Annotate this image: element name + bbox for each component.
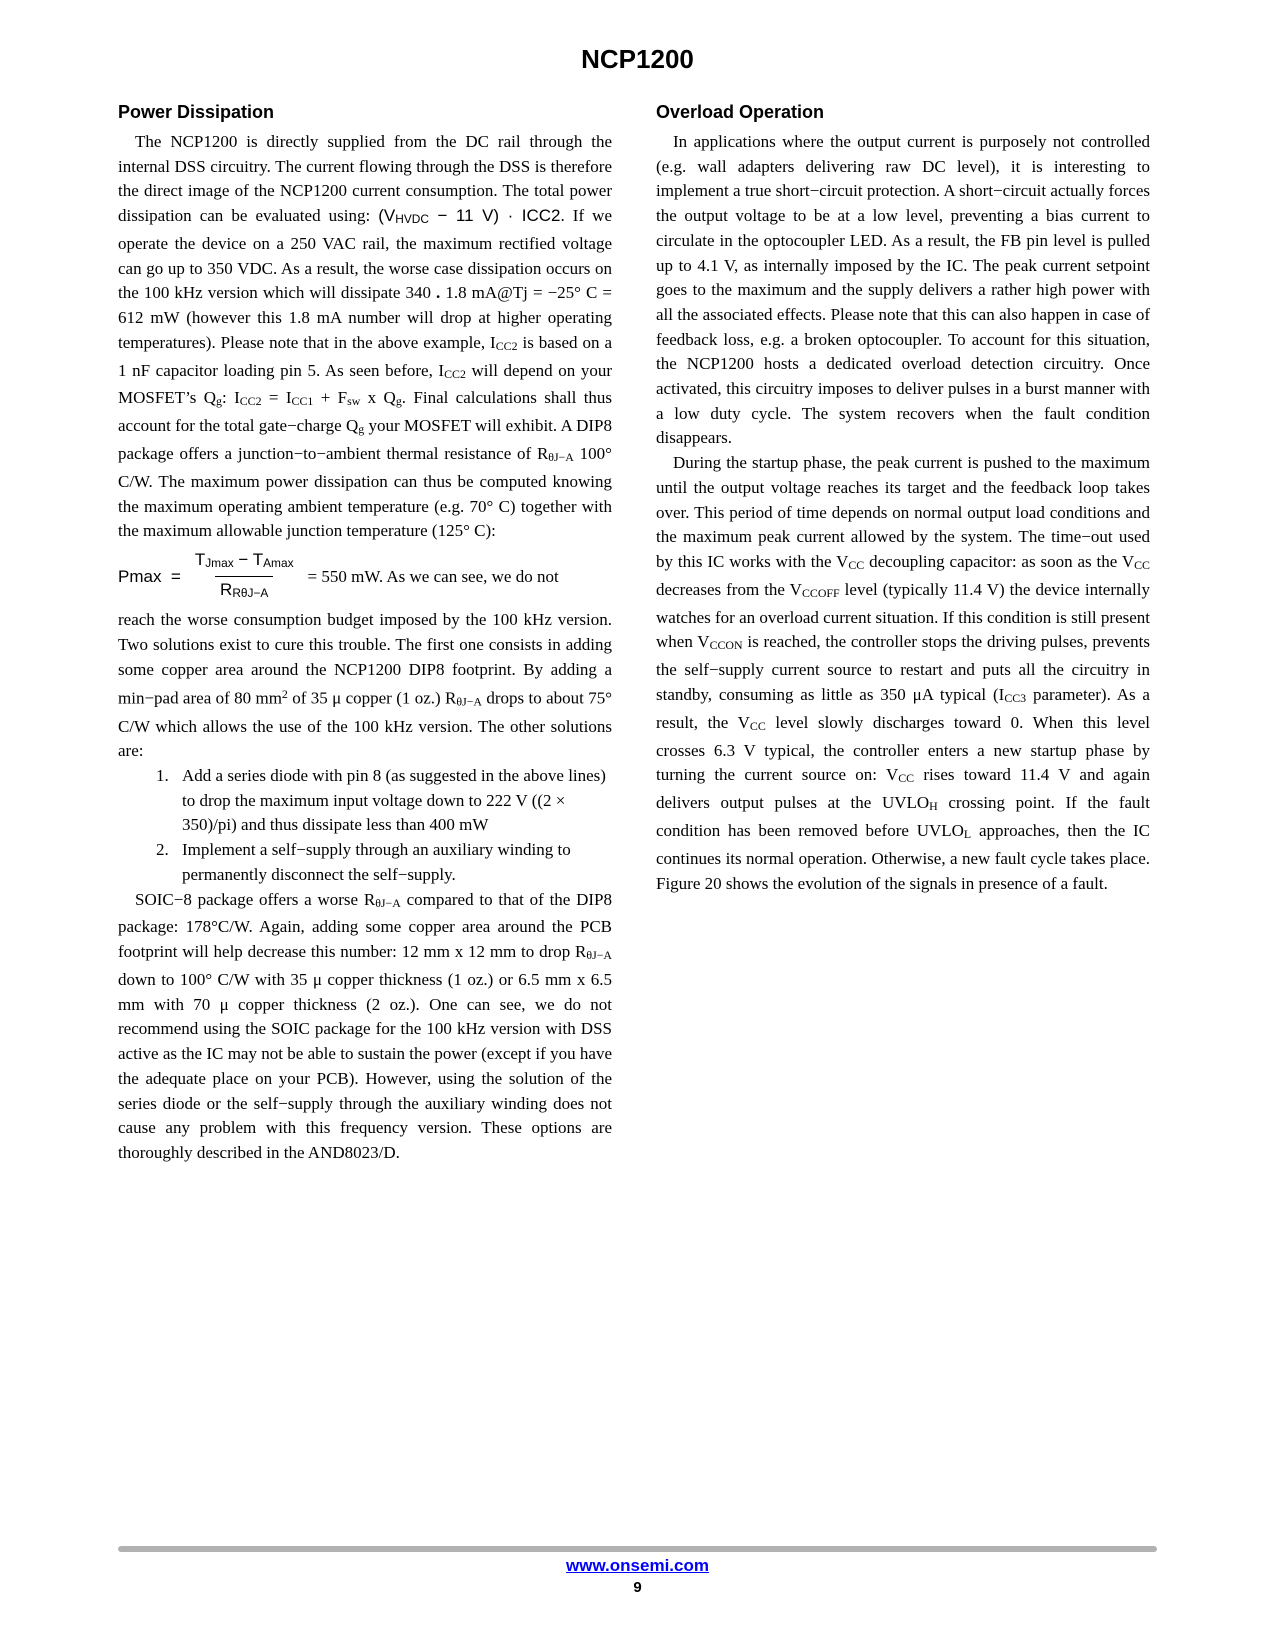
paragraph-power-dissipation-1: The NCP1200 is directly supplied from the DC rail through the internal DSS circuitry. The current flowing through the DSS is therefore the direct image of the NCP1200 current consumption. The total power dissipation can be evaluated using: (VHVDC − 11 V) · ICC2. If we operate the device on a 250 VAC rail, the maximum rectified voltage can go up to 350 VDC. As a result, the worse case dissipation occurs on the 100 kHz version which will dissipate 340 . 1.8 mA@Tj = −25° C = 612 mW (however this 1.8 mA number will drop at higher operating temperatures). Please note that in the above example, ICC2 is based on a 1 nF capacitor loading pin 5. As seen before, ICC2 will depend on your MOSFET’s Qg: ICC2 = ICC1 + Fsw x Qg. Final calculations shall thus account for the total gate−charge Qg your MOSFET will exhibit. A DIP8 package offers a junction−to−ambient thermal resistance of RθJ−A 100° C/W. The maximum power dissipation can thus be computed knowing the maximum operating ambient temperature (e.g. 70° C) together with the maximum allowable junction temperature (125° C): bbox=[118, 132, 613, 541]
paragraph-power-dissipation-3: SOIC−8 package offers a worse RθJ−A compared to that of the DIP8 package: 178°C/W. Again, adding some copper area around the PCB footprint will help decrease this number: 12 mm x 12 mm to drop RθJ−A down to 100° C/W with 35 μ copper thickness (1 oz.) or 6.5 mm x 6.5 mm with 70 μ copper thickness (2 oz.). One can see, we do not recommend using the SOIC package for the 100 kHz version with DSS active as the IC may not be able to sustain the power (except if you have the adequate place on your PCB). However, using the solution of the series diode or the self−supply through the auxiliary winding does not cause any problem with this frequency version. These options are thoroughly described in the AND8023/D. bbox=[118, 889, 612, 1162]
list-item bbox=[156, 838, 612, 887]
paragraph-overload-1: In applications where the output current is purposely not controlled (e.g. wall adapters delivering raw DC level), it is interesting to implement a true short−circuit protection. A short−circuit actually forces the output voltage to be at a low level, preventing a bias current to circulate in the optocoupler LED. As a result, the FB pin level is pulled up to 4.1 V, as internally imposed by the IC. The peak current setpoint goes to the maximum and the supply delivers a rather high power with all the associated effects. Please note that this can also happen in case of feedback loss, e.g. a broken optocoupler. To account for this situation, the NCP1200 hosts a dedicated overload detection circuitry. Once activated, this circuitry imposes to deliver pulses in a burst manner with a low duty cycle. The system recovers when the fault condition disappears. bbox=[656, 132, 1150, 448]
paragraph-power-dissipation-2: reach the worse consumption budget imposed by the 100 kHz version. Two solutions exist to cure this trouble. The first one consists in adding some copper area around the NCP1200 DIP8 footprint. By adding a min−pad area of 80 $mm^2$ of 35 μ copper (1 oz.) RθJ−A drops to about 75° C/W which allows the use of the 100 kHz version. The other solutions are: bbox=[118, 610, 613, 761]
formula-lhs: Pmax = bbox=[118, 566, 181, 586]
footer-divider-bar bbox=[118, 1546, 1157, 1552]
footer-page-number: 9 bbox=[633, 1579, 642, 1596]
formula-result: = 550 mW. As we can see, we do not bbox=[307, 566, 559, 586]
solutions-list bbox=[156, 764, 612, 888]
list-item-text: Implement a self−supply through an auxiliary winding to permanently disconnect the self−supply. bbox=[182, 840, 571, 884]
left-column bbox=[118, 102, 612, 1166]
page-title: NCP1200 bbox=[581, 44, 694, 74]
pmax-formula bbox=[118, 550, 612, 603]
right-column bbox=[656, 102, 1150, 1166]
section-heading-overload-operation: Overload Operation bbox=[656, 102, 825, 122]
two-column-body bbox=[118, 102, 1150, 1166]
paragraph-overload-2: During the startup phase, the peak current is pushed to the maximum until the output voltage reaches its target and the feedback loop takes over. This period of time depends on normal output load conditions and the maximum peak current allowed by the system. The time−out used by this IC works with the VCC decoupling capacitor: as soon as the VCC decreases from the VCCOFF level (typically 11.4 V) the device internally watches for an overload current situation. If this condition is still present when VCCON is reached, the controller stops the driving pulses, prevents the self−supply current source to restart and puts all the circuitry in standby, consuming as little as 350 μA typical (ICC3 parameter). As a result, the VCC level slowly discharges toward 0. When this level crosses 6.3 V typical, the controller enters a new startup phase by turning the current source on: VCC rises toward 11.4 V and again delivers output pulses at the UVLOH crossing point. If the fault condition has been removed before UVLOL approaches, then the IC continues its normal operation. Otherwise, a new fault cycle takes place. Figure 20 shows the evolution of the signals in presence of a fault. bbox=[656, 453, 1151, 893]
list-item-number: 2. bbox=[156, 840, 169, 860]
list-item-number: 1. bbox=[156, 766, 169, 786]
list-item-text: Add a series diode with pin 8 (as suggested in the above lines) to drop the maximum input voltage down to 222 V ((2 × 350)/pi) and thus dissipate less than 400 mW bbox=[182, 766, 606, 835]
formula-numerator: TJmax − TAmax bbox=[194, 550, 294, 571]
section-heading-power-dissipation: Power Dissipation bbox=[118, 102, 275, 122]
footer-website-link[interactable]: www.onsemi.com bbox=[566, 1556, 709, 1575]
formula-fraction bbox=[190, 550, 299, 603]
formula-denominator: RRθJ−A bbox=[215, 576, 273, 603]
list-item bbox=[156, 764, 612, 838]
